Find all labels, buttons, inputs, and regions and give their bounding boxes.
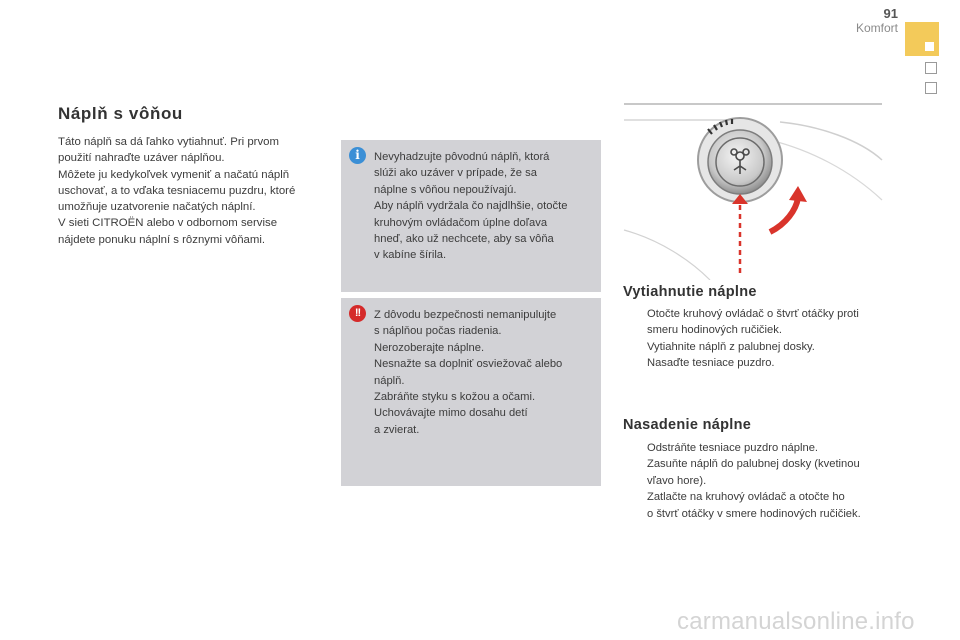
page-header — [856, 6, 898, 35]
info-text: Nevyhadzujte pôvodnú náplň, ktorá slúži ako uzáver v prípade, že sa náplne s vôňou nepoužívajú. Aby náplň vydržala čo najdlhšie, otočte kruhovým ovládačom úplne doľava hneď, ako už nechcete, aby sa vôňa v kabíne šírila. — [374, 151, 568, 262]
section-title-remove: Vytiahnutie náplne — [623, 284, 757, 300]
chapter-tab-active[interactable] — [905, 22, 939, 56]
remove-steps — [623, 306, 893, 372]
section-name: Komfort — [855, 21, 898, 35]
warning-icon: !! — [349, 305, 366, 322]
section-title-insert: Nasadenie náplne — [623, 417, 752, 433]
warning-text: Z dôvodu bezpečnosti nemanipulujte s náplňou počas riadenia. Nerozoberajte náplne. Nesnažte sa doplniť osviežovač alebo náplň. Zabráňte styku s kožou a očami. Uchovávajte mimo dosahu detí a zvierat. — [374, 309, 563, 436]
chapter-tab-box[interactable] — [925, 82, 937, 94]
info-icon: i — [349, 147, 366, 164]
list-item: Odstráňte tesniace puzdro náplne. — [647, 442, 819, 454]
list-item: Otočte kruhový ovládač o štvrť otáčky proti smeru hodinových ručičiek. — [647, 308, 859, 337]
warning-box — [341, 298, 601, 486]
page-title: Náplň s vôňou — [58, 104, 183, 123]
chapter-tab-box[interactable] — [925, 62, 937, 74]
watermark: carmanualsonline.info — [677, 608, 915, 635]
list-item: Zatlačte na kruhový ovládač a otočte ho o štvrť otáčky v smere hodinových ručičiek. — [647, 491, 861, 520]
list-item: Nasaďte tesniace puzdro. — [647, 357, 775, 370]
intro-text: Táto náplň sa dá ľahko vytiahnuť. Pri prvom použití nahraďte uzáver náplňou. Môžete ju kedykoľvek vymeniť a načatú náplň uschovať, a to vďaka tesniacemu puzdru, ktoré umožňuje uzatvorenie načatých náplní. V sieti CITROËN alebo v odbornom servise nájdete ponuku náplní s rôznymi vôňami. — [58, 136, 296, 246]
list-item: Vytiahnite náplň z palubnej dosky. — [647, 340, 815, 353]
info-box — [341, 140, 601, 292]
page-number: 91 — [883, 6, 898, 21]
list-item: Zasuňte náplň do palubnej dosky (kvetinou vľavo hore). — [647, 458, 860, 487]
insert-steps — [623, 440, 893, 522]
air-freshener-illustration — [620, 100, 884, 280]
